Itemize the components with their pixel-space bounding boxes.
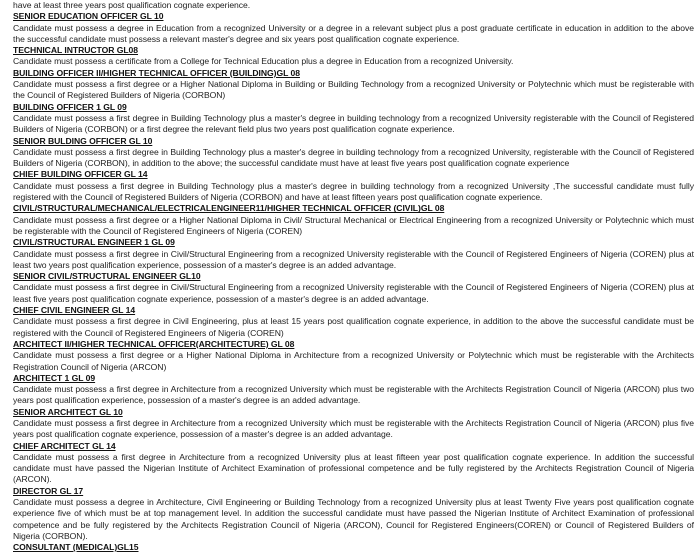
- section-senior-civil-structural-engineer: [13, 271, 694, 305]
- section-text: Candidate must possess a first degree in Building Technology plus a master's degree in building technology from a recognized University ,The successful candidate must fully registered with the Council of Registered Builders of Nigeria (CORBON) and have at least fifteen years post qualification cognate experience.: [13, 180, 694, 203]
- section-heading: SENIOR ARCHITECT GL 10: [13, 406, 123, 417]
- section-technical-instructor: [13, 45, 694, 68]
- section-director: [13, 486, 694, 542]
- section-building-officer-ii: [13, 68, 694, 102]
- section-text: Candidate must possess a first degree in Architecture from a recognized University plus at least fifteen year post qualification cognate experience. In addition the successful candidate must have passed the Nigerian Institute of Architect Examination of professional competence and be fully registered by the Architects Registration Council of Nigeria (ARCON).: [13, 451, 694, 485]
- section-heading: ARCHITECT II/HIGHER TECHNICAL OFFICER(ARCHITECTURE) GL 08: [13, 338, 295, 349]
- section-text: Candidate must possess a first degree in Civil Engineering, plus at least 15 years post qualification cognate experience, in addition to the above the successful candidate must be registered with the Council of Registered Engineers of Nigeria (COREN): [13, 316, 694, 338]
- section-heading: ARCHITECT 1 GL 09: [13, 372, 96, 383]
- section-text: Candidate must possess a first degree or a Higher National Diploma in Building or Building Technology from a recognized University or Polytechnic which must be registerable with the Council of Registered Builders of Nigeria (CORBON): [13, 79, 694, 101]
- section-heading: SENIOR EDUCATION OFFICER GL 10: [13, 11, 164, 22]
- section-chief-architect: [13, 441, 694, 486]
- section-text: Candidate must possess a first degree or a Higher National Diploma in Architecture from a recognized University or Polytechnic which must be registerable with the Architects Registration Council of Nigeria (ARCON): [13, 350, 694, 372]
- section-heading: SENIOR CIVIL/STRUCTURAL ENGINEER GL10: [13, 271, 201, 282]
- section-text: Candidate must possess a first degree in Building Technology plus a master's degree in building technology from a recognized University registerable with the Council of Registered Builders of Nigeria (CORBON) or a first degree the relevant field plus two years post qualification cognate experience.: [13, 112, 694, 135]
- section-text: Candidate must possess a degree in Architecture, Civil Engineering or Building Technology from a recognized University plus at least Twenty Five years post qualification cognate experience five of which must be at top management level. In addition the successful candidate must have passed the Nigerian Institute of Architect Examination of professional competence and be fully registered by the Architects Registration Council of Nigeria (ARCON), Council for Registered Engineers(COREN) or Council of Registered Builders of Nigeria (CORBON).: [13, 497, 694, 541]
- section-heading: CHIEF BUILDING OFFICER GL 14: [13, 169, 148, 180]
- section-text: Candidate must possess a first degree in Civil/Structural Engineering from a recognized University registerable with the Council of Registered Engineers of Nigeria (COREN) plus at least five years post qualification cognate experience, possession of a master's degree is an added advantage.: [13, 282, 694, 304]
- section-chief-civil-engineer: [13, 305, 694, 339]
- section-text: Candidate must possess a degree in Education from a recognized University or a degree in a relevant subject plus a post graduate certificate in education in addition to the above the successful candidate must possess a relevant master's degree and six years post qualification cognate experience.: [13, 22, 694, 44]
- section-heading: CONSULTANT (MEDICAL)GL15: [13, 542, 139, 553]
- section-architect-ii: [13, 339, 694, 373]
- section-heading: CHIEF CIVIL ENGINEER GL 14: [13, 305, 136, 316]
- section-senior-architect: [13, 407, 694, 441]
- section-text: Candidate must possess a first degree in Building Technology plus a master's degree in building technology from a recognized University, registerable with the Council of Registered Builders of Nigeria (CORBON), in addition to the above; the successful candidate must have at least five years post qualification cognate experience: [13, 146, 694, 169]
- section-chief-building-officer: [13, 169, 694, 203]
- section-heading: DIRECTOR GL 17: [13, 485, 84, 496]
- section-consultant-medical: [13, 542, 694, 553]
- section-senior-building-officer: [13, 136, 694, 170]
- lead-text: have at least three years post qualification cognate experience.: [13, 0, 251, 10]
- section-heading: BUILDING OFFICER 1 GL 09: [13, 101, 127, 112]
- section-civil-structural-engineer-ii: [13, 203, 694, 237]
- section-heading: CHIEF ARCHITECT GL 14: [13, 440, 116, 451]
- section-heading: SENIOR BULDING OFFICER GL 10: [13, 135, 153, 146]
- section-heading: TECHNICAL INTRUCTOR GL08: [13, 45, 139, 56]
- section-heading: CIVIL/STRUCTURAL/MECHANICAL/ELECTRICALENGINEER11/HIGHER TECHNICAL OFFICER (CIVIL)GL 08: [13, 203, 445, 214]
- section-civil-structural-engineer-i: [13, 237, 694, 271]
- section-text: Candidate must possess a first degree in Civil/Structural Engineering from a recognized University registerable with the Council of Registered Engineers of Nigeria (COREN) plus at least two years post qualification experience, possession of a master's degree is an added advantage.: [13, 248, 694, 270]
- section-text: Candidate must possess a first degree or a Higher National Diploma in Civil/ Structural Mechanical or Electrical Engineering from a recognized University or Polytechnic which must be registerable with the Council of Registered Engineers of Nigeria (COREN): [13, 214, 694, 236]
- section-senior-education-officer: [13, 11, 694, 45]
- section-text: Candidate must possess a certificate from a College for Technical Education plus a degree in Education from a recognized University.: [13, 56, 514, 67]
- section-heading: CIVIL/STRUCTURAL ENGINEER 1 GL 09: [13, 237, 175, 248]
- section-building-officer-i: [13, 102, 694, 136]
- section-heading: BUILDING OFFICER II/HIGHER TECHNICAL OFFICER (BUILDING)GL 08: [13, 67, 300, 78]
- section-architect-i: [13, 373, 694, 407]
- section-text: Candidate must possess a first degree in Architecture from a recognized University which must be registerable with the Architects Registration Council of Nigeria (ARCON) plus two years post qualification experience, possession of a master's degree is an added advantage.: [13, 384, 694, 406]
- section-text: Candidate must possess a first degree in Architecture from a recognized University which must be registerable with the Architects Registration Council of Nigeria (ARCON) plus five years post qualification cognate experience, possession of a master's degree is an added advantage.: [13, 417, 694, 440]
